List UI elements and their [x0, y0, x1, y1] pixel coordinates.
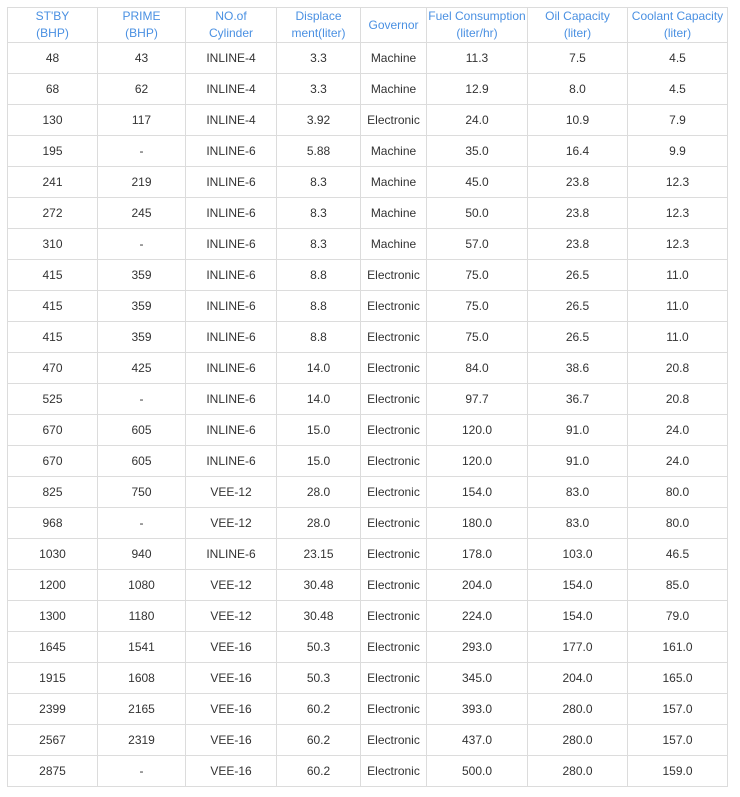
- cell-prime-bhp: 359: [98, 322, 186, 353]
- cell-standby-bhp: 48: [8, 43, 98, 74]
- cell-coolant-capacity: 20.8: [628, 353, 728, 384]
- cell-oil-capacity: 91.0: [528, 415, 628, 446]
- cell-oil-capacity: 23.8: [528, 229, 628, 260]
- cell-oil-capacity: 10.9: [528, 105, 628, 136]
- cell-standby-bhp: 2399: [8, 694, 98, 725]
- cell-displacement: 5.88: [277, 136, 361, 167]
- cell-coolant-capacity: 157.0: [628, 694, 728, 725]
- cell-oil-capacity: 177.0: [528, 632, 628, 663]
- cell-fuel-consumption: 345.0: [427, 663, 528, 694]
- table-row: [8, 229, 728, 260]
- cell-cylinder: VEE-16: [186, 632, 277, 663]
- header-standby-bhp: [8, 8, 98, 43]
- cell-oil-capacity: 8.0: [528, 74, 628, 105]
- cell-coolant-capacity: 24.0: [628, 415, 728, 446]
- cell-fuel-consumption: 154.0: [427, 477, 528, 508]
- cell-standby-bhp: 670: [8, 415, 98, 446]
- cell-coolant-capacity: 9.9: [628, 136, 728, 167]
- cell-displacement: 14.0: [277, 384, 361, 415]
- header-governor: [361, 8, 427, 43]
- cell-fuel-consumption: 75.0: [427, 322, 528, 353]
- cell-oil-capacity: 83.0: [528, 477, 628, 508]
- cell-coolant-capacity: 165.0: [628, 663, 728, 694]
- cell-cylinder: INLINE-6: [186, 260, 277, 291]
- cell-governor: Electronic: [361, 756, 427, 787]
- cell-governor: Electronic: [361, 725, 427, 756]
- cell-displacement: 3.3: [277, 43, 361, 74]
- cell-displacement: 30.48: [277, 570, 361, 601]
- table-row: [8, 663, 728, 694]
- cell-oil-capacity: 26.5: [528, 322, 628, 353]
- cell-governor: Machine: [361, 167, 427, 198]
- table-row: [8, 415, 728, 446]
- cell-standby-bhp: 2875: [8, 756, 98, 787]
- cell-fuel-consumption: 224.0: [427, 601, 528, 632]
- cell-cylinder: INLINE-4: [186, 43, 277, 74]
- cell-governor: Electronic: [361, 384, 427, 415]
- header-displacement: [277, 8, 361, 43]
- cell-displacement: 8.3: [277, 198, 361, 229]
- cell-fuel-consumption: 75.0: [427, 260, 528, 291]
- cell-displacement: 28.0: [277, 508, 361, 539]
- cell-fuel-consumption: 500.0: [427, 756, 528, 787]
- cell-displacement: 15.0: [277, 415, 361, 446]
- table-row: [8, 291, 728, 322]
- cell-prime-bhp: 359: [98, 260, 186, 291]
- cell-displacement: 15.0: [277, 446, 361, 477]
- table-row: [8, 198, 728, 229]
- cell-prime-bhp: -: [98, 136, 186, 167]
- header-line: (liter): [563, 26, 592, 40]
- cell-displacement: 60.2: [277, 756, 361, 787]
- cell-governor: Machine: [361, 43, 427, 74]
- engine-spec-table: [7, 7, 728, 787]
- cell-fuel-consumption: 84.0: [427, 353, 528, 384]
- cell-fuel-consumption: 57.0: [427, 229, 528, 260]
- cell-coolant-capacity: 46.5: [628, 539, 728, 570]
- cell-oil-capacity: 7.5: [528, 43, 628, 74]
- header-fuel-consumption: [427, 8, 528, 43]
- cell-governor: Electronic: [361, 291, 427, 322]
- cell-oil-capacity: 23.8: [528, 198, 628, 229]
- cell-oil-capacity: 204.0: [528, 663, 628, 694]
- cell-cylinder: INLINE-6: [186, 446, 277, 477]
- table-row: [8, 694, 728, 725]
- cell-displacement: 60.2: [277, 725, 361, 756]
- cell-displacement: 14.0: [277, 353, 361, 384]
- cell-coolant-capacity: 80.0: [628, 508, 728, 539]
- cell-cylinder: INLINE-6: [186, 167, 277, 198]
- header-cylinder: [186, 8, 277, 43]
- cell-oil-capacity: 23.8: [528, 167, 628, 198]
- cell-cylinder: VEE-16: [186, 694, 277, 725]
- cell-prime-bhp: 1541: [98, 632, 186, 663]
- cell-standby-bhp: 968: [8, 508, 98, 539]
- cell-prime-bhp: -: [98, 384, 186, 415]
- cell-cylinder: VEE-16: [186, 725, 277, 756]
- cell-cylinder: INLINE-6: [186, 539, 277, 570]
- cell-cylinder: INLINE-6: [186, 291, 277, 322]
- cell-prime-bhp: 605: [98, 415, 186, 446]
- cell-coolant-capacity: 7.9: [628, 105, 728, 136]
- cell-oil-capacity: 91.0: [528, 446, 628, 477]
- cell-coolant-capacity: 159.0: [628, 756, 728, 787]
- cell-governor: Electronic: [361, 601, 427, 632]
- cell-prime-bhp: 2165: [98, 694, 186, 725]
- table-row: [8, 756, 728, 787]
- table-row: [8, 725, 728, 756]
- cell-cylinder: VEE-12: [186, 570, 277, 601]
- cell-fuel-consumption: 45.0: [427, 167, 528, 198]
- table-row: [8, 384, 728, 415]
- cell-displacement: 28.0: [277, 477, 361, 508]
- cell-oil-capacity: 154.0: [528, 601, 628, 632]
- table-row: [8, 43, 728, 74]
- cell-prime-bhp: -: [98, 756, 186, 787]
- cell-fuel-consumption: 11.3: [427, 43, 528, 74]
- cell-displacement: 8.8: [277, 291, 361, 322]
- cell-fuel-consumption: 24.0: [427, 105, 528, 136]
- cell-standby-bhp: 241: [8, 167, 98, 198]
- cell-cylinder: INLINE-6: [186, 198, 277, 229]
- cell-oil-capacity: 38.6: [528, 353, 628, 384]
- cell-fuel-consumption: 97.7: [427, 384, 528, 415]
- cell-governor: Electronic: [361, 477, 427, 508]
- cell-fuel-consumption: 50.0: [427, 198, 528, 229]
- cell-coolant-capacity: 24.0: [628, 446, 728, 477]
- cell-standby-bhp: 1300: [8, 601, 98, 632]
- cell-standby-bhp: 670: [8, 446, 98, 477]
- cell-cylinder: VEE-12: [186, 477, 277, 508]
- cell-governor: Machine: [361, 136, 427, 167]
- table-header: [8, 8, 728, 43]
- cell-oil-capacity: 26.5: [528, 260, 628, 291]
- cell-governor: Electronic: [361, 322, 427, 353]
- cell-standby-bhp: 470: [8, 353, 98, 384]
- cell-oil-capacity: 280.0: [528, 756, 628, 787]
- cell-cylinder: INLINE-6: [186, 415, 277, 446]
- cell-fuel-consumption: 180.0: [427, 508, 528, 539]
- cell-standby-bhp: 415: [8, 260, 98, 291]
- cell-standby-bhp: 68: [8, 74, 98, 105]
- cell-standby-bhp: 1645: [8, 632, 98, 663]
- table-row: [8, 167, 728, 198]
- header-line: (liter/hr): [456, 26, 498, 40]
- cell-governor: Machine: [361, 229, 427, 260]
- cell-cylinder: VEE-12: [186, 601, 277, 632]
- cell-governor: Electronic: [361, 570, 427, 601]
- table-row: [8, 477, 728, 508]
- cell-coolant-capacity: 4.5: [628, 74, 728, 105]
- table-row: [8, 105, 728, 136]
- table-row: [8, 136, 728, 167]
- cell-prime-bhp: 1080: [98, 570, 186, 601]
- header-line: Oil Capacity: [545, 9, 610, 23]
- cell-standby-bhp: 130: [8, 105, 98, 136]
- cell-fuel-consumption: 35.0: [427, 136, 528, 167]
- header-line: PRIME: [122, 9, 161, 23]
- cell-standby-bhp: 825: [8, 477, 98, 508]
- header-line: Coolant Capacity: [631, 9, 724, 23]
- cell-displacement: 8.3: [277, 167, 361, 198]
- cell-governor: Electronic: [361, 632, 427, 663]
- cell-cylinder: INLINE-4: [186, 74, 277, 105]
- cell-coolant-capacity: 11.0: [628, 322, 728, 353]
- table-row: [8, 260, 728, 291]
- cell-fuel-consumption: 178.0: [427, 539, 528, 570]
- header-oil-capacity: [528, 8, 628, 43]
- engine-spec-table-container: [7, 7, 727, 787]
- cell-prime-bhp: 2319: [98, 725, 186, 756]
- cell-cylinder: VEE-12: [186, 508, 277, 539]
- cell-standby-bhp: 2567: [8, 725, 98, 756]
- header-line: (BHP): [125, 26, 158, 40]
- cell-standby-bhp: 415: [8, 291, 98, 322]
- table-row: [8, 322, 728, 353]
- cell-prime-bhp: 1180: [98, 601, 186, 632]
- cell-fuel-consumption: 437.0: [427, 725, 528, 756]
- cell-cylinder: VEE-16: [186, 663, 277, 694]
- cell-displacement: 50.3: [277, 632, 361, 663]
- cell-governor: Electronic: [361, 508, 427, 539]
- cell-governor: Electronic: [361, 539, 427, 570]
- cell-fuel-consumption: 12.9: [427, 74, 528, 105]
- table-row: [8, 570, 728, 601]
- cell-standby-bhp: 1915: [8, 663, 98, 694]
- cell-governor: Electronic: [361, 105, 427, 136]
- header-line: ment(liter): [291, 26, 346, 40]
- cell-oil-capacity: 103.0: [528, 539, 628, 570]
- cell-displacement: 3.92: [277, 105, 361, 136]
- cell-governor: Electronic: [361, 663, 427, 694]
- cell-fuel-consumption: 75.0: [427, 291, 528, 322]
- cell-governor: Electronic: [361, 353, 427, 384]
- cell-oil-capacity: 26.5: [528, 291, 628, 322]
- header-line: NO.of: [215, 9, 247, 23]
- cell-prime-bhp: 425: [98, 353, 186, 384]
- table-row: [8, 508, 728, 539]
- table-row: [8, 353, 728, 384]
- table-row: [8, 539, 728, 570]
- cell-prime-bhp: 43: [98, 43, 186, 74]
- table-row: [8, 446, 728, 477]
- header-prime-bhp: [98, 8, 186, 43]
- cell-displacement: 8.8: [277, 322, 361, 353]
- cell-cylinder: INLINE-6: [186, 229, 277, 260]
- cell-coolant-capacity: 157.0: [628, 725, 728, 756]
- cell-coolant-capacity: 85.0: [628, 570, 728, 601]
- cell-governor: Machine: [361, 74, 427, 105]
- cell-cylinder: INLINE-6: [186, 136, 277, 167]
- cell-coolant-capacity: 12.3: [628, 167, 728, 198]
- cell-fuel-consumption: 204.0: [427, 570, 528, 601]
- header-line: ST'BY: [35, 9, 70, 23]
- cell-prime-bhp: 62: [98, 74, 186, 105]
- cell-governor: Machine: [361, 198, 427, 229]
- cell-coolant-capacity: 11.0: [628, 260, 728, 291]
- cell-fuel-consumption: 393.0: [427, 694, 528, 725]
- cell-displacement: 30.48: [277, 601, 361, 632]
- cell-standby-bhp: 272: [8, 198, 98, 229]
- cell-prime-bhp: 750: [98, 477, 186, 508]
- cell-displacement: 23.15: [277, 539, 361, 570]
- cell-oil-capacity: 280.0: [528, 694, 628, 725]
- cell-fuel-consumption: 293.0: [427, 632, 528, 663]
- cell-oil-capacity: 16.4: [528, 136, 628, 167]
- cell-prime-bhp: -: [98, 229, 186, 260]
- cell-standby-bhp: 525: [8, 384, 98, 415]
- table-row: [8, 601, 728, 632]
- cell-prime-bhp: 940: [98, 539, 186, 570]
- cell-standby-bhp: 415: [8, 322, 98, 353]
- cell-coolant-capacity: 4.5: [628, 43, 728, 74]
- cell-coolant-capacity: 20.8: [628, 384, 728, 415]
- cell-oil-capacity: 154.0: [528, 570, 628, 601]
- cell-coolant-capacity: 161.0: [628, 632, 728, 663]
- cell-governor: Electronic: [361, 694, 427, 725]
- cell-oil-capacity: 83.0: [528, 508, 628, 539]
- cell-displacement: 8.8: [277, 260, 361, 291]
- cell-coolant-capacity: 11.0: [628, 291, 728, 322]
- cell-prime-bhp: 117: [98, 105, 186, 136]
- cell-cylinder: INLINE-6: [186, 322, 277, 353]
- cell-cylinder: INLINE-6: [186, 384, 277, 415]
- cell-oil-capacity: 36.7: [528, 384, 628, 415]
- table-row: [8, 74, 728, 105]
- cell-displacement: 50.3: [277, 663, 361, 694]
- header-line: Displace: [295, 9, 342, 23]
- cell-prime-bhp: 605: [98, 446, 186, 477]
- cell-coolant-capacity: 80.0: [628, 477, 728, 508]
- header-coolant-capacity: [628, 8, 728, 43]
- cell-cylinder: VEE-16: [186, 756, 277, 787]
- cell-fuel-consumption: 120.0: [427, 415, 528, 446]
- cell-standby-bhp: 1200: [8, 570, 98, 601]
- cell-oil-capacity: 280.0: [528, 725, 628, 756]
- cell-coolant-capacity: 79.0: [628, 601, 728, 632]
- cell-prime-bhp: 219: [98, 167, 186, 198]
- header-line: (liter): [663, 26, 692, 40]
- header-line: Governor: [368, 17, 419, 32]
- cell-displacement: 60.2: [277, 694, 361, 725]
- cell-standby-bhp: 195: [8, 136, 98, 167]
- cell-governor: Electronic: [361, 415, 427, 446]
- cell-coolant-capacity: 12.3: [628, 198, 728, 229]
- cell-cylinder: INLINE-4: [186, 105, 277, 136]
- table-row: [8, 632, 728, 663]
- cell-standby-bhp: 310: [8, 229, 98, 260]
- cell-governor: Electronic: [361, 260, 427, 291]
- cell-coolant-capacity: 12.3: [628, 229, 728, 260]
- cell-standby-bhp: 1030: [8, 539, 98, 570]
- cell-displacement: 3.3: [277, 74, 361, 105]
- header-line: Fuel Consumption: [428, 9, 526, 23]
- header-line: (BHP): [36, 26, 69, 40]
- header-line: Cylinder: [208, 26, 253, 40]
- cell-governor: Electronic: [361, 446, 427, 477]
- cell-cylinder: INLINE-6: [186, 353, 277, 384]
- header-row: [8, 8, 728, 43]
- cell-fuel-consumption: 120.0: [427, 446, 528, 477]
- cell-prime-bhp: 245: [98, 198, 186, 229]
- cell-prime-bhp: 359: [98, 291, 186, 322]
- cell-displacement: 8.3: [277, 229, 361, 260]
- cell-prime-bhp: 1608: [98, 663, 186, 694]
- table-body: [8, 43, 728, 787]
- cell-prime-bhp: -: [98, 508, 186, 539]
